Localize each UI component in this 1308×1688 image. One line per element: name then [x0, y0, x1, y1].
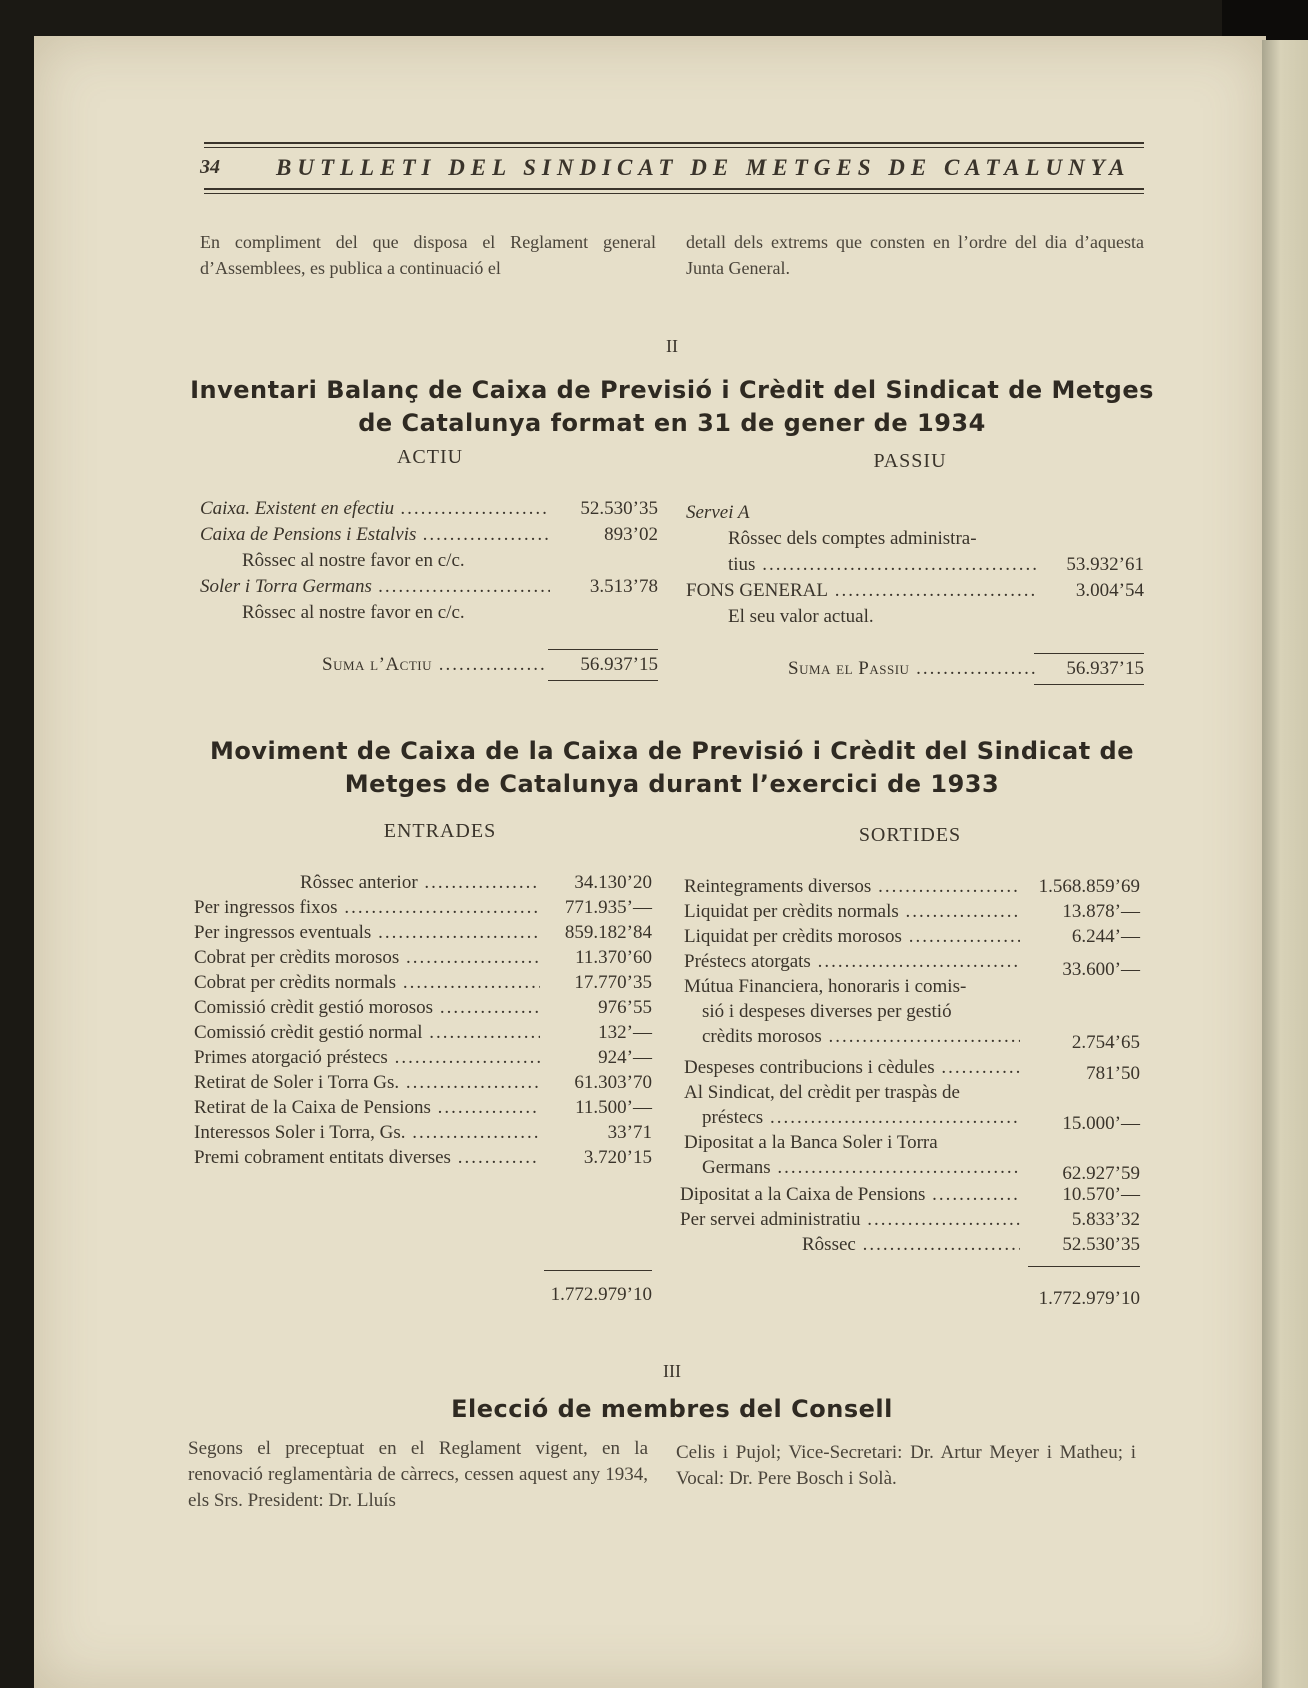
- entrades-row: Cobrat per crèdits morosos ..... 11.370’60: [194, 945, 652, 971]
- entrades-row: Comissió crèdit gestió normal ..... 132’—: [194, 1020, 652, 1046]
- inventari-title-line1: Inventari Balanç de Caixa de Previsió i Crèdit del Sindicat de Metges: [190, 376, 1154, 404]
- sortides-row: Rôssec ..... 52.530’35: [802, 1232, 1140, 1258]
- moviment-title: [180, 735, 1164, 801]
- sortides-row: Liquidat per crèdits normals ..... 13.878’—: [684, 899, 1140, 925]
- header-rule-bottom: [204, 188, 1144, 190]
- passiu-total-double-rule: [1034, 684, 1144, 685]
- header-rule-top-thin: [204, 147, 1144, 148]
- sortides-row: Despeses contribucions i cèdules ..... 781’50: [684, 1055, 1140, 1081]
- entrades-row: Interessos Soler i Torra, Gs. ..... 33’71: [194, 1120, 652, 1146]
- actiu-row: Rôssec al nostre favor en c/c.: [242, 550, 465, 571]
- sortides-total-value: 1.772.979’10: [1038, 1288, 1140, 1309]
- passiu-heading: PASSIU: [873, 450, 947, 472]
- actiu-row: Soler i Torra Germans ..... 3.513’78: [200, 574, 658, 600]
- sortides-row: Mútua Financiera, honoraris i comis-: [684, 976, 967, 997]
- moviment-title-line2: Metges de Catalunya durant l’exercici de 1933: [344, 770, 1000, 798]
- entrades-row: Cobrat per crèdits normals ..... 17.770’35: [194, 970, 652, 996]
- passiu-row: Servei A: [686, 502, 750, 523]
- actiu-heading: ACTIU: [396, 446, 464, 468]
- actiu-total-rule: [548, 649, 658, 650]
- entrades-total-rule: [544, 1270, 652, 1271]
- passiu-total-row: Suma el Passiu ..... 56.937’15: [788, 656, 1144, 682]
- sortides-total-rule: [1028, 1266, 1140, 1267]
- entrades-total-row: [490, 1282, 652, 1308]
- actiu-row: Caixa. Existent en efectiu ..... 52.530’35: [200, 496, 658, 522]
- sortides-row: Liquidat per crèdits morosos ..... 6.244’—: [684, 924, 1140, 950]
- entrades-row: Comissió crèdit gestió morosos ..... 976’55: [194, 995, 652, 1021]
- passiu-total-rule: [1034, 653, 1144, 654]
- header-rule-top: [204, 142, 1144, 144]
- moviment-title-line1: Moviment de Caixa de la Caixa de Previsió i Crèdit del Sindicat de: [209, 737, 1134, 765]
- inventari-title-line2: de Catalunya format en 31 de gener de 1934: [358, 409, 986, 437]
- sortides-row: Dipositat a la Caixa de Pensions ..... 10.570’—: [680, 1182, 1140, 1208]
- page-number: 34: [200, 156, 220, 178]
- entrades-row: Per ingressos fixos ..... 771.935’—: [194, 895, 652, 921]
- actiu-total-row: Suma l’Actiu ..... 56.937’15: [322, 652, 658, 678]
- eleccio-right: Celis i Pujol; Vice-Secretari: Dr. Artur Meyer i Matheu; i Vocal: Dr. Pere Bosch i Solà.: [676, 1442, 1136, 1489]
- sortides-row: Al Sindicat, del crèdit per traspàs de: [684, 1082, 960, 1103]
- sortides-row: Germans ..... 62.927’59: [702, 1155, 1140, 1181]
- intro-right: detall dels extrems que consten en l’ordre del dia d’aquesta Junta General.: [686, 232, 1144, 278]
- passiu-row: tius ..... 53.932’61: [728, 552, 1144, 578]
- entrades-row: Rôssec anterior ..... 34.130’20: [300, 870, 652, 896]
- entrades-total-value: 1.772.979’10: [550, 1284, 652, 1305]
- passiu-row: El seu valor actual.: [728, 606, 874, 627]
- inventari-title: [180, 374, 1164, 440]
- entrades-heading: ENTRADES: [383, 820, 497, 842]
- sortides-row: Préstecs atorgats ..... 33.600’—: [684, 949, 1140, 975]
- sortides-row: Per servei administratiu ..... 5.833’32: [680, 1207, 1140, 1233]
- eleccio-title: Elecció de membres del Consell: [451, 1395, 893, 1423]
- entrades-row: Per ingressos eventuals ..... 859.182’84: [194, 920, 652, 946]
- entrades-row: Retirat de Soler i Torra Gs. ..... 61.303’70: [194, 1070, 652, 1096]
- sortides-total-row: [980, 1286, 1140, 1312]
- scan-corner: [1222, 0, 1308, 40]
- sortides-row: préstecs ..... 15.000’—: [702, 1105, 1140, 1131]
- sortides-row: sió i despeses diverses per gestió: [702, 1001, 952, 1022]
- sortides-row: Dipositat a la Banca Soler i Torra: [684, 1132, 938, 1153]
- actiu-total-value: 56.937’15: [580, 654, 658, 675]
- passiu-row: Rôssec dels comptes administra-: [728, 528, 977, 549]
- header-rule-bottom-thin: [204, 193, 1144, 194]
- passiu-row: FONS GENERAL ..... 3.004’54: [686, 578, 1144, 604]
- entrades-row: Premi cobrament entitats diverses ..... 3.720’15: [194, 1145, 652, 1171]
- entrades-row: Primes atorgació préstecs ..... 924’—: [194, 1045, 652, 1071]
- passiu-total-value: 56.937’15: [1066, 658, 1144, 679]
- journal-title: BUTLLETI DEL SINDICAT DE METGES DE CATALUNYA: [276, 155, 1131, 180]
- page-edge: [1262, 40, 1308, 1688]
- sortides-heading: SORTIDES: [858, 824, 962, 846]
- eleccio-left: Segons el preceptuat en el Reglament vigent, en la renovació reglamentària de càrrecs, cessen aquest any 1934, els Srs. President: Dr. Lluís: [188, 1438, 648, 1511]
- actiu-total-double-rule: [548, 680, 658, 681]
- intro-left: En compliment del que disposa el Reglament general d’Assemblees, es publica a continuació el: [200, 232, 656, 278]
- sortides-row: Reintegraments diversos ..... 1.568.859’69: [684, 874, 1140, 900]
- actiu-row: Caixa de Pensions i Estalvis ..... 893’02: [200, 522, 658, 548]
- section-2-numeral: II: [666, 336, 678, 356]
- section-3-numeral: III: [663, 1361, 681, 1381]
- sortides-row: crèdits morosos ..... 2.754’65: [702, 1024, 1140, 1050]
- entrades-row: Retirat de la Caixa de Pensions ..... 11.500’—: [194, 1095, 652, 1121]
- actiu-row: Rôssec al nostre favor en c/c.: [242, 602, 465, 623]
